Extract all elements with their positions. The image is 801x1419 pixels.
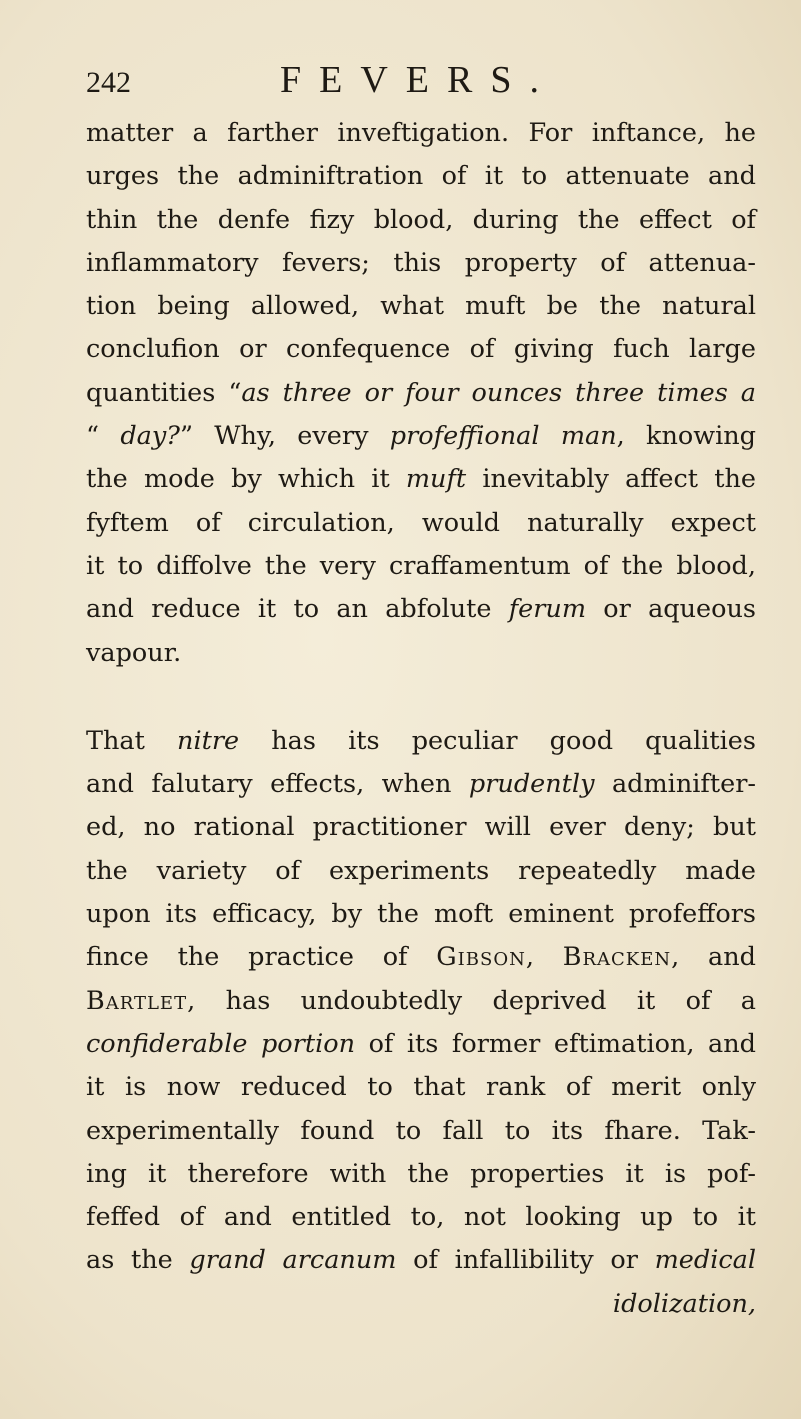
text-line: the mode by which it muft inevitably affect the [86,464,756,495]
page-header [86,58,746,108]
text-line: fince the practice of Gibson, Bracken, and [86,942,756,973]
italic-quote: as three or four ounces three times a [241,377,756,408]
text-line: ed, no rational practitioner will ever deny; but [86,812,756,843]
text-line: experimentally found to fall to its fhare. Tak- [86,1115,756,1146]
text-line: ing it therefore with the properties it is pof- [86,1158,756,1189]
text-line: it to diffolve the very craffamentum of the blood, [86,550,756,581]
text-line: conclufion or confequence of giving fuch large [86,334,756,365]
text-line: vapour. [86,637,182,668]
text-line: idolization, [612,1288,756,1319]
text-line: as the grand arcanum of infallibility or medical [86,1245,756,1276]
text-line: feffed of and entitled to, not looking up to it [86,1202,756,1233]
text-line: and reduce it to an abfolute ferum or aqueous [86,594,756,625]
text-line: the variety of experiments repeatedly made [86,855,756,886]
text-line: thin the denfe fizy blood, during the effect of [86,204,756,235]
text-line: quantities “as three or four ounces three times a [86,377,756,408]
text-line: fyftem of circulation, would naturally expect [86,507,756,538]
text-line: “ day?” Why, every profeffional man, knowing [86,421,756,452]
text-line: urges the adminiftration of it to attenuate and [86,161,756,192]
paragraph-gap [86,675,756,720]
text-line: and falutary effects, when prudently adminifter- [86,769,756,800]
text-line: inflammatory fevers; this property of attenua- [86,247,756,278]
text-line: Bartlet, has undoubtedly deprived it of a [86,985,756,1016]
text-line: it is now reduced to that rank of merit only [86,1072,756,1103]
text-line: matter a farther inveftigation. For inftance, he [86,118,756,148]
paragraph [86,720,756,1326]
text-line: That nitre has its peculiar good qualities [86,725,756,756]
paragraph [86,112,756,675]
text-line: tion being allowed, what muft be the natural [86,291,756,322]
running-head: FEVERS. [280,59,557,101]
body-text [86,112,756,1326]
text-line: upon its efficacy, by the moft eminent profeffors [86,899,756,930]
page-number: 242 [86,66,131,99]
text-line: confiderable portion of its former eftimation, and [86,1028,757,1059]
